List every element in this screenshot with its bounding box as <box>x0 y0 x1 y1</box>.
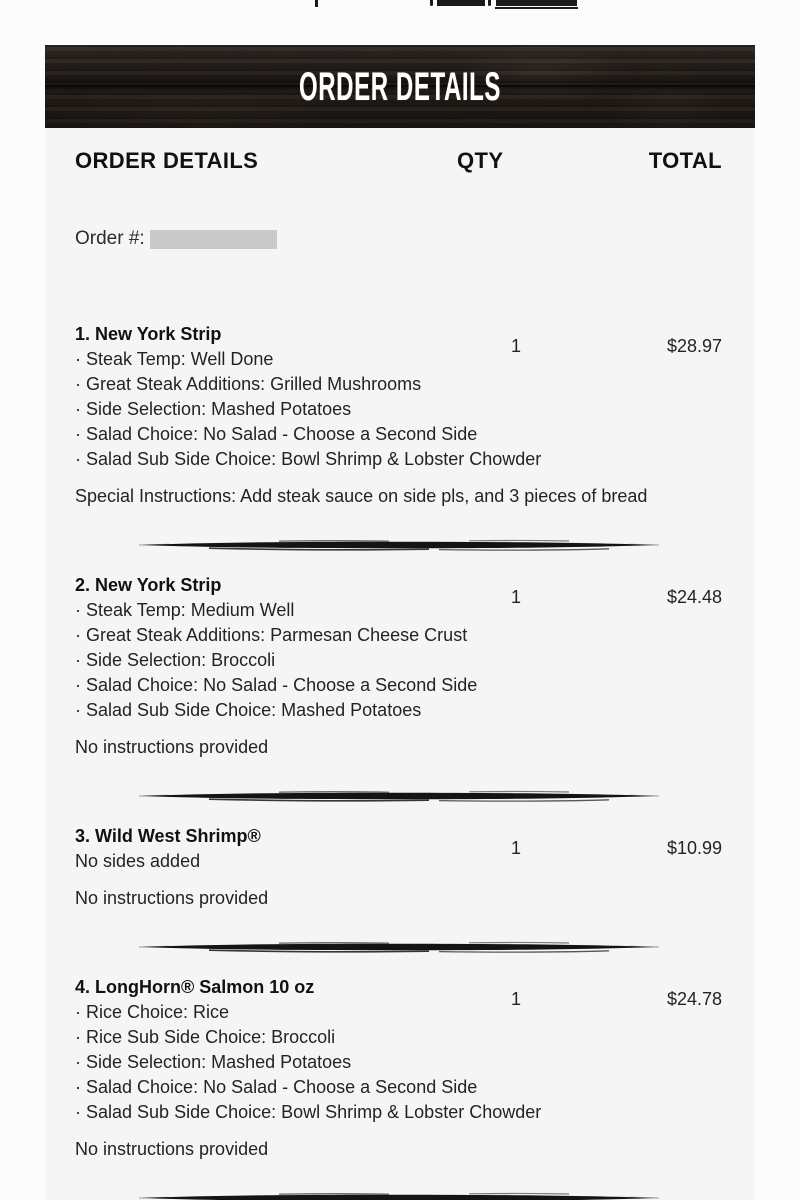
order-item <box>75 573 722 760</box>
item-instructions: Special Instructions: Add steak sauce on side pls, and 3 pieces of bread <box>75 486 648 506</box>
item-option: · Side Selection: Broccoli <box>75 648 722 673</box>
item-option: · Salad Choice: No Salad - Choose a Second Side <box>75 673 722 698</box>
item-title: 1. New York Strip <box>75 324 222 344</box>
redaction-bar <box>437 0 485 6</box>
item-option: · Salad Sub Side Choice: Bowl Shrimp & Lobster Chowder <box>75 1100 722 1125</box>
item-option: · Great Steak Additions: Parmesan Cheese Crust <box>75 623 722 648</box>
item-option: · Steak Temp: Medium Well <box>75 598 722 623</box>
item-option: · Rice Choice: Rice <box>75 1000 722 1025</box>
item-total: $24.48 <box>666 587 722 607</box>
item-qty: 1 <box>510 838 521 858</box>
item-qty: 1 <box>510 989 521 1009</box>
order-item <box>75 322 722 509</box>
item-title: 4. LongHorn® Salmon 10 oz <box>75 977 315 997</box>
item-option: · Rice Sub Side Choice: Broccoli <box>75 1025 722 1050</box>
order-item <box>75 975 722 1162</box>
brush-divider <box>139 1188 659 1200</box>
item-option: · Great Steak Additions: Grilled Mushrooms <box>75 372 722 397</box>
brush-divider <box>139 937 659 957</box>
table-header <box>75 128 722 173</box>
item-instructions: No instructions provided <box>75 737 269 757</box>
order-number-redacted <box>150 230 277 249</box>
item-no-sides-note: No sides added <box>75 851 201 871</box>
redaction-bar-phone[interactable] <box>496 0 577 6</box>
item-option: · Salad Choice: No Salad - Choose a Second Side <box>75 1075 722 1100</box>
item-total: $10.99 <box>666 838 722 858</box>
item-option: · Salad Choice: No Salad - Choose a Second Side <box>75 422 722 447</box>
banner-title: ORDER DETAILS <box>298 64 502 109</box>
item-option: · Steak Temp: Well Done <box>75 347 722 372</box>
item-instructions: No instructions provided <box>75 888 269 908</box>
item-option: · Side Selection: Mashed Potatoes <box>75 1050 722 1075</box>
order-number-row <box>75 228 722 250</box>
order-content <box>45 128 755 1200</box>
column-header-details: ORDER DETAILS <box>75 148 259 173</box>
item-qty: 1 <box>510 587 521 607</box>
column-header-qty: QTY <box>457 148 504 173</box>
order-items <box>75 322 722 1200</box>
item-title: 3. Wild West Shrimp® <box>75 826 261 846</box>
item-option: · Salad Sub Side Choice: Bowl Shrimp & Lobster Chowder <box>75 447 722 472</box>
order-details-banner <box>45 45 755 128</box>
item-title: 2. New York Strip <box>75 575 222 595</box>
paren-fragment <box>430 0 433 6</box>
item-total: $28.97 <box>666 336 722 356</box>
item-option: · Salad Sub Side Choice: Mashed Potatoes <box>75 698 722 723</box>
brush-divider <box>139 786 659 806</box>
clipped-header-line <box>0 0 800 10</box>
item-option: · Side Selection: Mashed Potatoes <box>75 397 722 422</box>
phone-link-underline[interactable] <box>495 7 578 9</box>
column-header-total: TOTAL <box>648 148 722 173</box>
order-number-label: Order #: <box>75 228 145 249</box>
clipped-letter-fragment <box>315 0 318 7</box>
brush-divider <box>139 535 659 555</box>
item-qty: 1 <box>510 336 521 356</box>
paren-fragment <box>488 0 491 6</box>
item-instructions: No instructions provided <box>75 1139 269 1159</box>
order-item <box>75 824 722 911</box>
item-total: $24.78 <box>666 989 722 1009</box>
